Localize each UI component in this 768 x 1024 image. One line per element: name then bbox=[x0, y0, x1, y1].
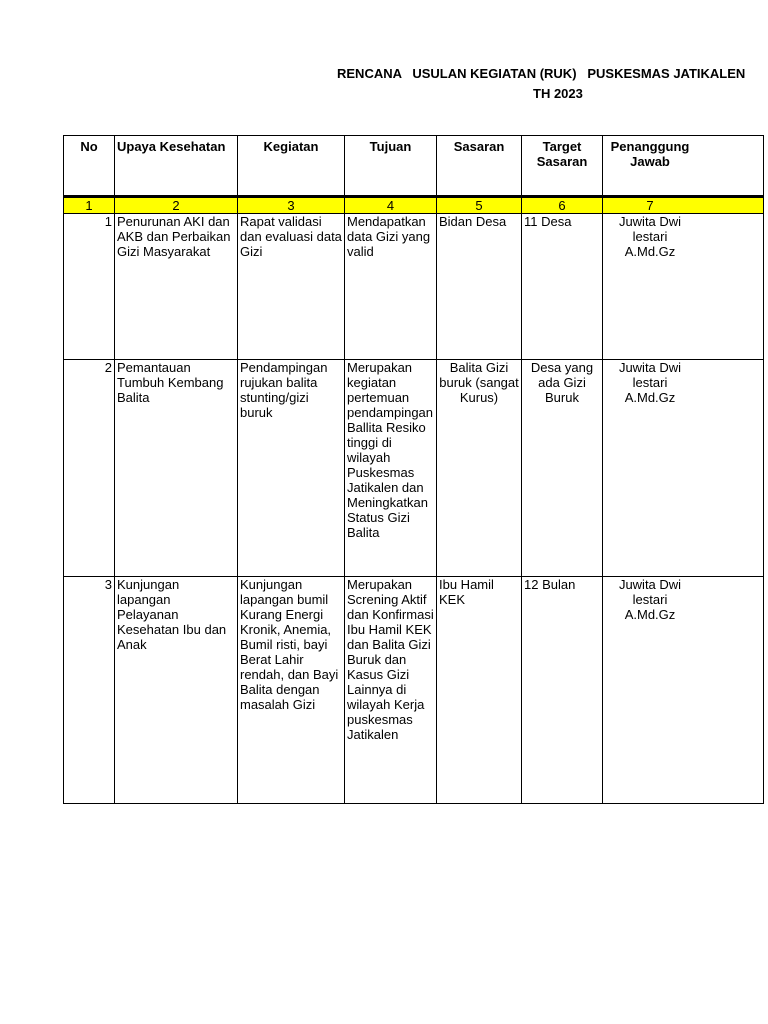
cell-kegiatan: Rapat validasi dan evaluasi data Gizi bbox=[238, 214, 345, 360]
column-number: 5 bbox=[437, 197, 522, 214]
column-number: 1 bbox=[64, 197, 115, 214]
cell-penanggung-jawab: Juwita Dwi lestari A.Md.Gz bbox=[603, 214, 764, 360]
cell-upaya: Penurunan AKI dan AKB dan Perbaikan Gizi Masyarakat bbox=[115, 214, 238, 360]
header-penanggung-jawab: Penanggung Jawab bbox=[603, 136, 764, 197]
cell-tujuan: Mendapatkan data Gizi yang valid bbox=[345, 214, 437, 360]
column-number: 2 bbox=[115, 197, 238, 214]
column-number: 6 bbox=[522, 197, 603, 214]
table-row bbox=[64, 577, 764, 804]
ruk-table-container bbox=[63, 135, 695, 811]
header-kegiatan: Kegiatan bbox=[238, 136, 345, 197]
ruk-table bbox=[63, 135, 764, 804]
document-title: RENCANA USULAN KEGIATAN (RUK) PUSKESMAS JATIKALEN bbox=[337, 66, 746, 81]
header-upaya-kesehatan: Upaya Kesehatan bbox=[115, 136, 238, 197]
cell-sasaran: Bidan Desa bbox=[437, 214, 522, 360]
header-target-sasaran: Target Sasaran bbox=[522, 136, 603, 197]
cell-kegiatan: Pendampingan rujukan balita stunting/gizi buruk bbox=[238, 360, 345, 577]
cell-upaya: Kunjungan lapangan Pelayanan Kesehatan Ibu dan Anak bbox=[115, 577, 238, 804]
cell-no: 3 bbox=[64, 577, 115, 804]
cell-sasaran: Ibu Hamil KEK bbox=[437, 577, 522, 804]
cell-target: 12 Bulan bbox=[522, 577, 603, 804]
cell-sasaran: Balita Gizi buruk (sangat Kurus) bbox=[437, 360, 522, 577]
document-year: TH 2023 bbox=[533, 86, 583, 101]
cell-tujuan: Merupakan kegiatan pertemuan pendampingan Ballita Resiko tinggi di wilayah Puskesmas Jatikalen dan Meningkatkan Status Gizi Balita bbox=[345, 360, 437, 577]
cell-kegiatan: Kunjungan lapangan bumil Kurang Energi Kronik, Anemia, Bumil risti, bayi Berat Lahir rendah, dan Bayi Balita dengan masalah Gizi bbox=[238, 577, 345, 804]
header-row bbox=[64, 136, 764, 197]
header-sasaran: Sasaran bbox=[437, 136, 522, 197]
cell-target: Desa yang ada Gizi Buruk bbox=[522, 360, 603, 577]
cell-penanggung-jawab: Juwita Dwi lestari A.Md.Gz bbox=[603, 360, 764, 577]
column-number: 4 bbox=[345, 197, 437, 214]
column-number-row bbox=[64, 197, 764, 214]
cell-target: 11 Desa bbox=[522, 214, 603, 360]
cell-no: 1 bbox=[64, 214, 115, 360]
column-number: 3 bbox=[238, 197, 345, 214]
cell-tujuan: Merupakan Screning Aktif dan Konfirmasi Ibu Hamil KEK dan Balita Gizi Buruk dan Kasus Gizi Lainnya di wilayah Kerja puskesmas Jatikalen bbox=[345, 577, 437, 804]
table-row bbox=[64, 214, 764, 360]
column-number: 7 bbox=[603, 197, 764, 214]
header-no: No bbox=[64, 136, 115, 197]
cell-upaya: Pemantauan Tumbuh Kembang Balita bbox=[115, 360, 238, 577]
header-tujuan: Tujuan bbox=[345, 136, 437, 197]
cell-no: 2 bbox=[64, 360, 115, 577]
cell-penanggung-jawab: Juwita Dwi lestari A.Md.Gz bbox=[603, 577, 764, 804]
table-row bbox=[64, 360, 764, 577]
